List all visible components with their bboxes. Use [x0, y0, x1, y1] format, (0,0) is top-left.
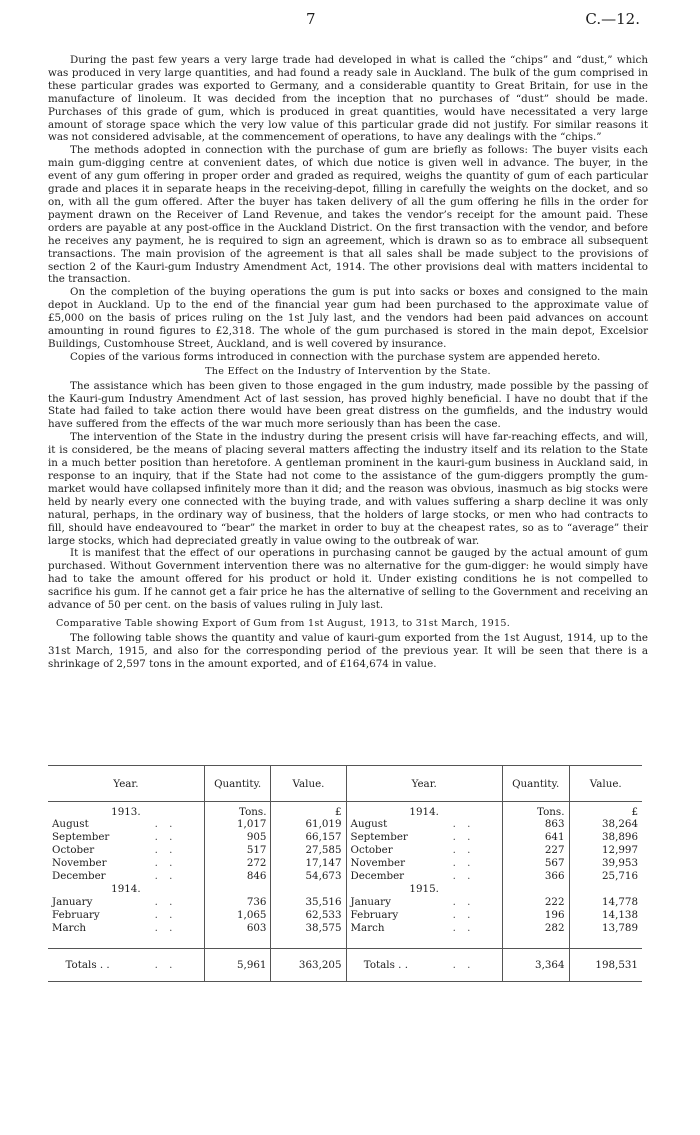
month-cell: August [346, 818, 425, 831]
table-row [48, 857, 642, 870]
month-cell: August [52, 818, 89, 830]
col-header-year: Year. [48, 766, 204, 802]
month-cell: January [52, 896, 93, 908]
col-header-quantity: Quantity. [204, 766, 271, 802]
value-cell: 39,953 [569, 857, 642, 870]
table-row [48, 896, 642, 909]
quantity-cell: 905 [204, 831, 271, 844]
leader-dots: . . [154, 844, 177, 856]
leader-dots: . . [154, 818, 177, 830]
month-cell: March [346, 922, 425, 935]
table-row [48, 831, 642, 844]
quantity-cell: 517 [204, 844, 271, 857]
col-header-value: Value. [569, 766, 642, 802]
value-cell: 38,575 [271, 922, 346, 935]
value-cell: 25,716 [569, 870, 642, 883]
unit-label: £ [271, 802, 346, 819]
value-cell: 14,778 [569, 896, 642, 909]
month-cell: September [52, 831, 110, 843]
totals-label: Totals . . [48, 948, 127, 981]
quantity-cell: 736 [204, 896, 271, 909]
month-cell: February [52, 909, 100, 921]
quantity-cell: 227 [502, 844, 569, 857]
leader-dots: . . [127, 948, 204, 981]
month-cell: November [52, 857, 107, 869]
value-cell: 38,896 [569, 831, 642, 844]
value-cell: 54,673 [271, 870, 346, 883]
table-row [48, 922, 642, 935]
col-header-value: Value. [271, 766, 346, 802]
year-label: 1913. [111, 806, 141, 818]
table-header-row [48, 766, 642, 802]
month-cell: December [346, 870, 425, 883]
month-cell: October [346, 844, 425, 857]
leader-dots: . . [452, 857, 475, 869]
month-cell: December [52, 870, 106, 882]
month-cell: March [52, 922, 87, 934]
total-value: 198,531 [569, 948, 642, 981]
leader-dots: . . [452, 909, 475, 921]
totals-label: Totals . . [346, 948, 425, 981]
quantity-cell: 863 [502, 818, 569, 831]
leader-dots: . . [452, 831, 475, 843]
leader-dots: . . [154, 909, 177, 921]
paragraph: The methods adopted in connection with the purchase of gum are briefly as follows: The buyer visits each main gum-digging centre at convenient dates, of which due notice is given well in advance. The buyer, in the event of any gum offering in proper order and graded as required, weighs the quantity of gum of each particular grade and places it in separate heaps in the receiving-depot, filling in carefully the weights on the docket, and so on, with all the gum offered. After the buyer has taken delivery of all the gum offering he fills in the order for payment drawn on the Receiver of Land Revenue, and takes the vendor’s receipt for the amount paid. These orders are payable at any post-office in the Auckland District. On the first transaction with the vendor, and before he receives any payment, he is required to sign an agreement, which is drawn so as to embrace all subsequent transactions. The main provision of the agreement is that all sales shall be made subject to the provisions of section 2 of the Kauri-gum Industry Amendment Act, 1914. The other provisions deal with matters incidental to the transaction. [48, 144, 648, 286]
leader-dots: . . [154, 922, 177, 934]
year-label: 1914. [346, 802, 502, 819]
table-row [48, 802, 642, 819]
unit-label: £ [569, 802, 642, 819]
totals-row [48, 948, 642, 981]
leader-dots: . . [452, 818, 475, 830]
quantity-cell: 567 [502, 857, 569, 870]
col-header-quantity: Quantity. [502, 766, 569, 802]
paragraph: The intervention of the State in the industry during the present crisis will have far-reaching effects, and will, it is considered, be the means of placing several matters affecting the industry itself and its relation to the State in a much better position than heretofore. A gentleman prominent in the kauri-gum business in Auckland said, in response to an inquiry, that if the State had not come to the assistance of the gum-diggers promptly the gum-market would have collapsed infinitely more than it did; and the reason was obvious, inasmuch as big stocks were held by nearly every one connected with the buying trade, and with values suffering a sharp decline it was only natural, perhaps, in the ordinary way of business, that the holders of large stocks, or men who had contracts to fill, should have endeavoured to “bear” the market in order to buy at the cheapest rates, so as to “average” their large stocks, which had depreciated greatly in value owing to the outbreak of war. [48, 431, 648, 547]
table-row [48, 909, 642, 922]
month-cell: November [346, 857, 425, 870]
table-row [48, 818, 642, 831]
paragraph: On the completion of the buying operations the gum is put into sacks or boxes and consigned to the main depot in Auckland. Up to the end of the financial year gum had been purchased to the approximate value of £5,000 on the basis of prices ruling on the 1st July last, and the vendors had been paid advances on account amounting in round figures to £2,318. The whole of the gum purchased is stored in the main depot, Excelsior Buildings, Customhouse Street, Auckland, and is well covered by insurance. [48, 286, 648, 350]
table-intro: The following table shows the quantity and value of kauri-gum exported from the 1st August, 1914, up to the 31st March, 1915, and also for the corresponding period of the previous year. It will be seen that there is a shrinkage of 2,597 tons in the amount exported, and of £164,674 in value. [48, 631, 648, 670]
value-cell: 35,516 [271, 896, 346, 909]
quantity-cell: 641 [502, 831, 569, 844]
quantity-cell: 846 [204, 870, 271, 883]
total-quantity: 5,961 [204, 948, 271, 981]
quantity-cell: 366 [502, 870, 569, 883]
leader-dots: . . [154, 831, 177, 843]
value-cell: 17,147 [271, 857, 346, 870]
col-header-year: Year. [346, 766, 502, 802]
quantity-cell: 1,065 [204, 909, 271, 922]
quantity-cell: 196 [502, 909, 569, 922]
month-cell: September [346, 831, 425, 844]
value-cell: 13,789 [569, 922, 642, 935]
quantity-cell: 222 [502, 896, 569, 909]
year-label: 1915. [346, 883, 502, 896]
unit-label: Tons. [502, 802, 569, 819]
document-reference: C.—12. [585, 10, 640, 28]
section-heading: The Effect on the Industry of Intervention by the State. [205, 365, 491, 377]
export-table [48, 765, 642, 982]
value-cell: 12,997 [569, 844, 642, 857]
year-label: 1914. [111, 883, 141, 895]
value-cell: 62,533 [271, 909, 346, 922]
value-cell: 61,019 [271, 818, 346, 831]
value-cell: 27,585 [271, 844, 346, 857]
leader-dots: . . [154, 857, 177, 869]
table-heading: Comparative Table showing Export of Gum from 1st August, 1913, to 31st March, 1915. [56, 617, 511, 629]
value-cell: 38,264 [569, 818, 642, 831]
leader-dots: . . [154, 896, 177, 908]
leader-dots: . . [452, 844, 475, 856]
leader-dots: . . [452, 870, 475, 882]
table-row [48, 883, 642, 896]
leader-dots: . . [425, 948, 502, 981]
page-number: 7 [306, 10, 316, 28]
total-value: 363,205 [271, 948, 346, 981]
quantity-cell: 603 [204, 922, 271, 935]
paragraph: The assistance which has been given to those engaged in the gum industry, made possible by the passing of the Kauri-gum Industry Amendment Act of last session, has proved highly beneficial. I have no doubt that if the State had failed to take action there would have been great distress on the gumfields, and the industry would have suffered from the effects of the war much more seriously than has been the case. [48, 379, 648, 431]
month-cell: February [346, 909, 425, 922]
value-cell: 14,138 [569, 909, 642, 922]
quantity-cell: 272 [204, 857, 271, 870]
table-row [48, 870, 642, 883]
paragraph: During the past few years a very large trade had developed in what is called the “chips” and “dust,” which was produced in very large quantities, and had found a ready sale in Auckland. The bulk of the gum comprised in these particular grades was exported to Germany, and a considerable quantity to Great Britain, for use in the manufacture of linoleum. It was decided from the inception that no purchases of “dust” should be made. Purchases of this grade of gum, which is produced in great quantities, would have necessitated a very large amount of storage space which the very low value of this particular grade did not justify. For similar reasons it was not considered advisable, at the commencement of operations, to have any dealings with the “chips.” [48, 54, 648, 144]
month-cell: October [52, 844, 95, 856]
report-body [48, 46, 648, 671]
quantity-cell: 282 [502, 922, 569, 935]
table-row [48, 844, 642, 857]
total-quantity: 3,364 [502, 948, 569, 981]
value-cell: 66,157 [271, 831, 346, 844]
leader-dots: . . [452, 922, 475, 934]
unit-label: Tons. [204, 802, 271, 819]
paragraph: Copies of the various forms introduced in connection with the purchase system are appended hereto. [70, 350, 601, 363]
paragraph: It is manifest that the effect of our operations in purchasing cannot be gauged by the actual amount of gum purchased. Without Government intervention there was no alternative for the gum-digger: he would simply have had to take the amount offered for his product or hold it. Under existing conditions he is not compelled to sacrifice his gum. If he cannot get a fair price he has the alternative of selling to the Government and receiving an advance of 50 per cent. on the basis of values ruling in July last. [48, 547, 648, 612]
leader-dots: . . [452, 896, 475, 908]
month-cell: January [346, 896, 425, 909]
leader-dots: . . [154, 870, 177, 882]
quantity-cell: 1,017 [204, 818, 271, 831]
